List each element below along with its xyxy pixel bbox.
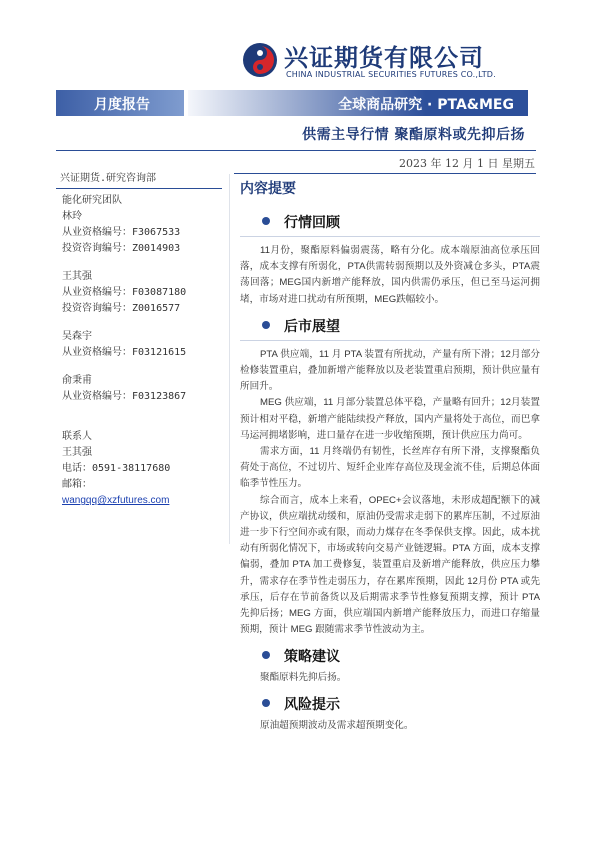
contact-email-label: 邮箱： [62, 479, 92, 490]
category-label: 全球商品研究 · PTA&MEG [338, 97, 514, 113]
summary-content [240, 178, 540, 734]
contact-email-link[interactable]: wangqq@xzfutures.com [62, 495, 170, 506]
analyst-license: 从业资格编号：F3067533 [62, 227, 181, 238]
report-type-band [56, 90, 184, 116]
analyst-name: 吴森宇 [62, 331, 92, 342]
analyst-license: 投资咨询编号：Z0016577 [62, 303, 181, 314]
section-paragraph: 需求方面，11 月终端仍有韧性，长丝库存有所下滑，支撑聚酯负荷处于高位，不过切片、短纤企业库存高位及现金流不佳，后期总体面临季节性压力。 [240, 446, 540, 490]
section-title [240, 210, 540, 232]
contact-phone: 电话：0591-38117680 [62, 463, 171, 474]
analyst-name: 俞秉甫 [62, 375, 92, 386]
bullet-icon [262, 217, 270, 225]
section-title-text: 策略建议 [284, 649, 340, 666]
sidebar-border [229, 174, 230, 544]
report-subtitle: 供需主导行情 聚酯原料或先抑后扬 [302, 127, 525, 143]
team-name: 能化研究团队 [62, 195, 122, 206]
risk-text: 原油超预期波动及需求超预期变化。 [260, 720, 414, 732]
section-paragraph: PTA 供应端，11 月 PTA 装置有所扰动，产量有所下滑；12月部分检修装置重启，叠加新增产能释放以及老装置重启预期，预计供应量有所回升。 [240, 348, 540, 393]
analyst-license: 从业资格编号：F03121615 [62, 347, 187, 358]
report-date: 2023 年 12 月 1 日 星期五 [399, 157, 535, 170]
section-paragraph: MEG 供应端，11 月部分装置总体平稳，产量略有回升；12月装置预计相对平稳，新增产能陆续投产释放，国内产量将处于高位，而巴拿马运河拥堵影响，进口量存在进一步收缩预期，预计供应压力尚可。 [240, 397, 540, 441]
summary-heading: 内容提要 [240, 181, 296, 197]
company-name-en: CHINA INDUSTRIAL SECURITIES FUTURES CO.,LTD. [286, 70, 496, 79]
header-divider [56, 150, 536, 151]
analyst-sidebar [56, 172, 228, 509]
category-band [188, 90, 528, 116]
bullet-icon [262, 321, 270, 329]
bullet-icon [262, 651, 270, 659]
logo-emblem-icon [242, 40, 278, 80]
analyst-license: 投资咨询编号：Z0014903 [62, 243, 181, 254]
analyst-license: 从业资格编号：F03123867 [62, 391, 187, 402]
section-title [240, 692, 540, 714]
bullet-icon [262, 699, 270, 707]
section-divider [240, 236, 540, 237]
company-name-cn: 兴证期货有限公司 [284, 44, 484, 72]
analyst-license: 从业资格编号：F03087180 [62, 287, 187, 298]
section-divider [240, 340, 540, 341]
section-title-text: 行情回顾 [284, 215, 340, 231]
contact-name: 王其强 [62, 447, 92, 458]
analyst-name: 王其强 [62, 271, 92, 282]
report-type-label: 月度报告 [94, 97, 150, 113]
department-name: 兴证期货.研究咨询部 [60, 173, 157, 184]
section-title-text: 风险提示 [284, 697, 340, 714]
sidebar-divider [56, 188, 222, 189]
contact-label: 联系人 [62, 431, 92, 442]
section-title-text: 后市展望 [284, 318, 340, 335]
section-paragraph: 综合而言，成本上来看，OPEC+会议落地，未形成超配额下的减产协议，供应端扰动缓和，原油仍受需求走弱下的累库压制，不过原油进一步下行空间亦或有限，而动力煤存在冬季保供支撑。因此，成本扰动有所弱化情况下，市场或转向交易产业链逻辑。PTA 方面，成本支撑偏弱，叠加 PTA 加工费修复，装置重启及新增产能释放，供应压力攀升，需求存在季节性走弱压力，存在累库预期，因此 12月份 PTA 或先承压，后存在节前备货以及后期需求季节性修复预期支撑，预计 PTA 先抑后扬；MEG 方面，供应端国内新增产能释放压力，而进口存缩量预期，预计 MEG 跟随需求季节性波动为主。 [240, 494, 540, 636]
analyst-name: 林玲 [62, 211, 82, 222]
section-title [240, 314, 540, 336]
section-title [240, 644, 540, 666]
date-divider [234, 173, 536, 174]
company-logo [242, 36, 542, 92]
section-paragraph: 11月份，聚酯原料偏弱震荡，略有分化。成本端原油高位承压回落，成本支撑有所弱化，PTA供需转弱预期以及外资减仓多头，PTA震荡回落；MEG国内新增产能释放，国内供需仍承压，但已至马运河拥堵，市场对进口扰动有所预期，MEG跌幅较小。 [240, 245, 540, 305]
strategy-text: 聚酯原料先抑后扬。 [260, 672, 347, 684]
